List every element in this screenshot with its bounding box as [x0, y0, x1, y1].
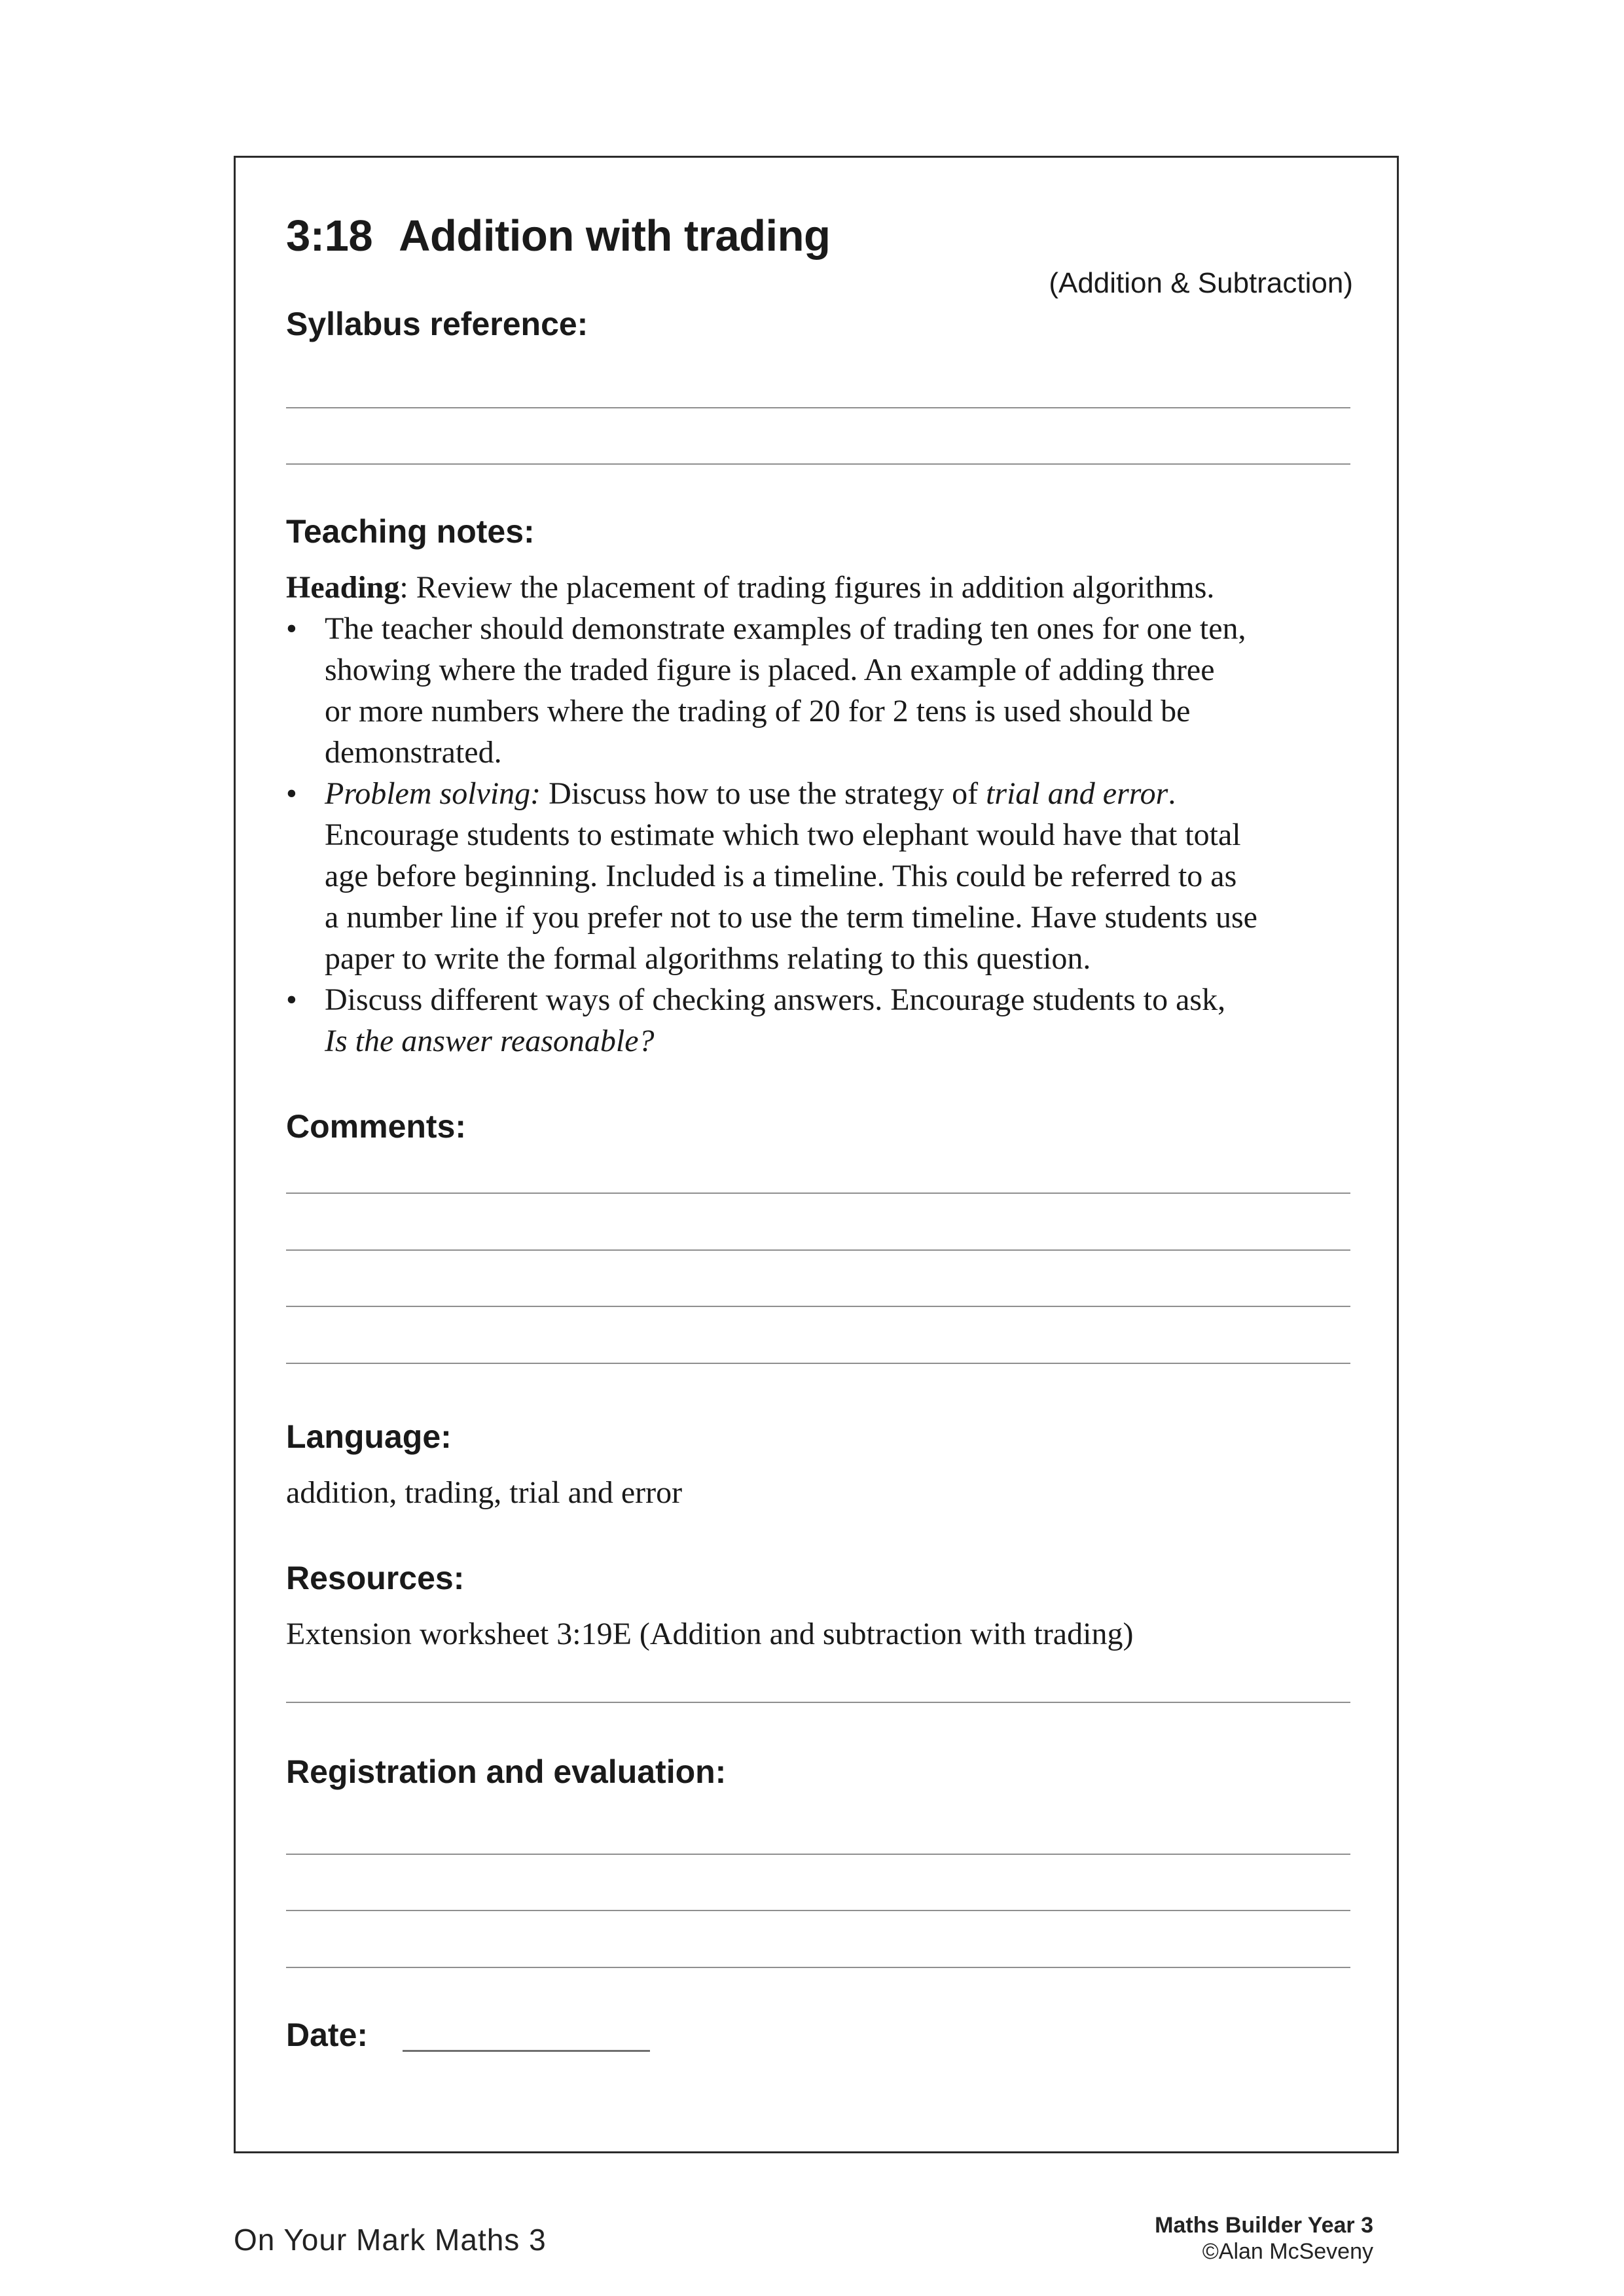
comments-heading: Comments: — [286, 1108, 467, 1145]
notes-bullet-3 — [286, 979, 1360, 1062]
comments-line-3[interactable] — [286, 1306, 1350, 1307]
bullet-2-line — [325, 773, 1360, 814]
trial-and-error-term: trial and error — [986, 776, 1168, 811]
bullet-2-line: paper to write the formal algorithms relating to this question. — [325, 941, 1091, 976]
bullet-2-line: a number line if you prefer not to use the term timeline. Have students use — [325, 900, 1257, 935]
notes-intro-text: : Review the placement of trading figures in addition algorithms. — [399, 570, 1215, 605]
problem-solving-label: Problem solving: — [325, 776, 541, 811]
footer-credits — [1155, 2212, 1373, 2265]
comments-line-2[interactable] — [286, 1249, 1350, 1251]
bullet-2-lead-text: Discuss how to use the strategy of — [541, 776, 986, 811]
notes-list — [286, 608, 1360, 1062]
language-heading: Language: — [286, 1418, 452, 1455]
footer-copyright: ©Alan McSeveny — [1202, 2239, 1373, 2264]
bullet-1-line: demonstrated. — [325, 735, 502, 770]
registration-line-2[interactable] — [286, 1910, 1350, 1911]
syllabus-line-2[interactable] — [286, 463, 1350, 465]
teaching-notes-body — [286, 567, 1360, 1062]
registration-heading: Registration and evaluation: — [286, 1753, 727, 1790]
footer-brand: Maths Builder Year 3 — [1155, 2213, 1373, 2238]
notes-bullet-2 — [286, 773, 1360, 979]
comments-line-1[interactable] — [286, 1193, 1350, 1194]
registration-line-1[interactable] — [286, 1854, 1350, 1855]
bullet-icon: • — [286, 982, 297, 1017]
resources-line[interactable] — [286, 1702, 1350, 1703]
bullet-3-line — [325, 1020, 1360, 1062]
resources-text: Extension worksheet 3:19E (Addition and subtraction with trading) — [286, 1617, 1134, 1651]
strand-label: (Addition & Subtraction) — [1049, 267, 1353, 299]
bullet-2-line: age before beginning. Included is a timeline. This could be referred to as — [325, 859, 1237, 893]
registration-line-3[interactable] — [286, 1967, 1350, 1968]
bullet-2-lead-end: . — [1168, 776, 1176, 811]
bullet-1-line: The teacher should demonstrate examples of trading ten ones for one ten, — [325, 611, 1246, 646]
reasonable-question: Is the answer reasonable? — [325, 1024, 655, 1058]
notes-bullet-1 — [286, 608, 1360, 773]
date-field[interactable] — [403, 2050, 650, 2052]
bullet-icon: • — [286, 776, 297, 811]
resources-heading: Resources: — [286, 1560, 465, 1596]
teaching-notes-heading: Teaching notes: — [286, 513, 535, 550]
bullet-1-line: showing where the traded figure is placed. An example of adding three — [325, 653, 1215, 687]
bullet-2-line: Encourage students to estimate which two elephant would have that total — [325, 817, 1241, 852]
bullet-3-line: Discuss different ways of checking answers. Encourage students to ask, — [325, 982, 1226, 1017]
notes-intro-bold: Heading — [286, 570, 400, 605]
language-text: addition, trading, trial and error — [286, 1475, 683, 1510]
comments-line-4[interactable] — [286, 1363, 1350, 1364]
footer-series: On Your Mark Maths 3 — [234, 2223, 547, 2257]
bullet-1-line: or more numbers where the trading of 20 for 2 tens is used should be — [325, 694, 1191, 728]
page-title — [286, 211, 830, 261]
lesson-number: 3:18 — [286, 211, 373, 260]
date-label: Date: — [286, 2017, 369, 2053]
syllabus-line-1[interactable] — [286, 407, 1350, 408]
bullet-icon: • — [286, 611, 297, 646]
syllabus-heading: Syllabus reference: — [286, 306, 588, 342]
lesson-title: Addition with trading — [399, 211, 831, 260]
notes-intro — [286, 567, 1360, 608]
